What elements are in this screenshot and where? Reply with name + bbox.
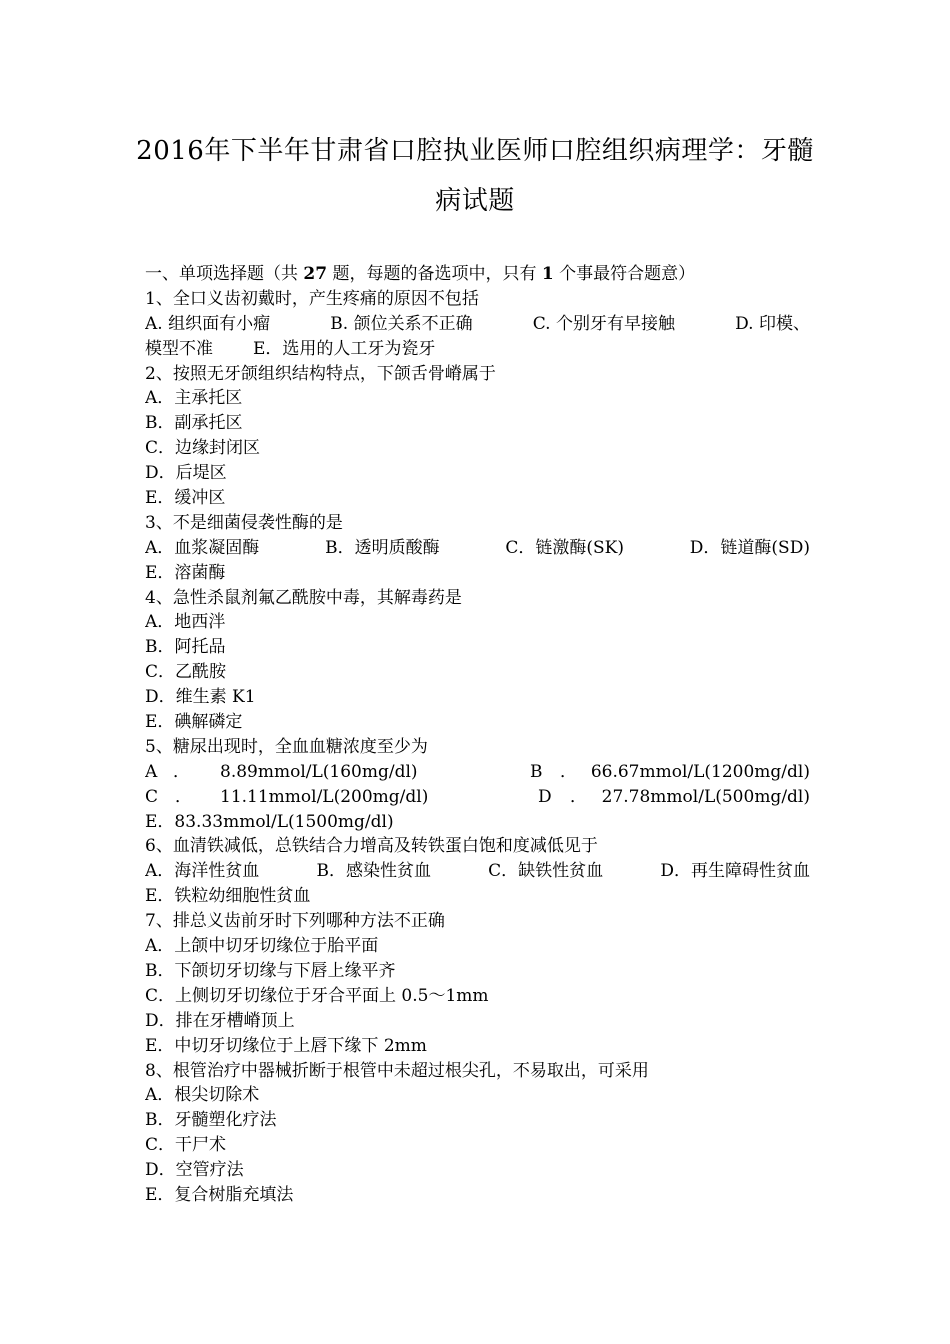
document-body xyxy=(145,262,810,1208)
question-1-options-row xyxy=(145,312,810,337)
option-e: E．溶菌酶 xyxy=(145,562,226,583)
option-a: A．主承托区 xyxy=(145,388,243,409)
option-c: C. 个别牙有早接触 xyxy=(532,313,675,334)
option-d: D．维生素 K1 xyxy=(145,687,256,708)
question-2-stem: 2、按照无牙颌组织结构特点，下颌舌骨嵴属于 xyxy=(145,363,496,384)
question-8-stem: 8、根管治疗中器械折断于根管中未超过根尖孔，不易取出，可采用 xyxy=(145,1060,649,1081)
option-e: E．中切牙切缘位于上唇下缘下 2mm xyxy=(145,1035,427,1056)
question-1-stem: 1、全口义齿初戴时，产生疼痛的原因不包括 xyxy=(145,288,479,309)
option-b: B．副承托区 xyxy=(145,413,243,434)
option-b: B．下颌切牙切缘与下唇上缘平齐 xyxy=(145,960,396,981)
option-e: E．83.33mmol/L(1500mg/dl) xyxy=(145,811,394,832)
option-b: B．感染性贫血 xyxy=(316,861,431,882)
question-5-stem: 5、糖尿出现时，全血血糖浓度至少为 xyxy=(145,736,428,757)
option-d: D. 印模、 xyxy=(735,313,810,334)
option-a: A．海洋性贫血 xyxy=(145,861,260,882)
option-d: D．排在牙槽嵴顶上 xyxy=(145,1010,295,1031)
option-e: E．碘解磷定 xyxy=(145,712,243,733)
question-5-options-row1 xyxy=(145,760,810,785)
option-d: D．链道酶(SD) xyxy=(689,537,810,558)
option-b: B. 颌位关系不正确 xyxy=(330,313,473,334)
option-d: D．再生障碍性贫血 xyxy=(660,861,810,882)
option-b: B．阿托品 xyxy=(145,637,226,658)
option-c-letter: C xyxy=(145,786,159,807)
document-title-line2: 病试题 xyxy=(435,186,515,216)
option-b: B．牙髓塑化疗法 xyxy=(145,1110,277,1131)
option-e: E．铁粒幼细胞性贫血 xyxy=(145,886,311,907)
option-a: A．根尖切除术 xyxy=(145,1085,260,1106)
question-6-stem: 6、血清铁减低，总铁结合力增高及转铁蛋白饱和度减低见于 xyxy=(145,836,598,857)
option-c: C．上侧切牙切缘位于牙合平面上 0.5～1mm xyxy=(145,985,489,1006)
option-e: E．缓冲区 xyxy=(145,488,226,509)
question-7-stem: 7、排总义齿前牙时下列哪种方法不正确 xyxy=(145,911,445,932)
option-b-dot: ． xyxy=(560,761,577,782)
option-a-value: 8.89mmol/L(160mg/dl) xyxy=(220,761,418,782)
question-4-stem: 4、急性杀鼠剂氟乙酰胺中毒，其解毒药是 xyxy=(145,587,462,608)
option-e: E．复合树脂充填法 xyxy=(145,1184,294,1205)
document-title-line1: 2016年下半年甘肃省口腔执业医师口腔组织病理学：牙髓 xyxy=(136,136,814,166)
option-d-continued: 模型不准 xyxy=(145,338,213,359)
option-c: C．边缘封闭区 xyxy=(145,438,261,459)
option-c: C．缺铁性贫血 xyxy=(488,861,604,882)
option-c-value: 11.11mmol/L(200mg/dl) xyxy=(220,786,429,807)
option-d-dot: ． xyxy=(570,786,587,807)
question-3-stem: 3、不是细菌侵袭性酶的是 xyxy=(145,512,343,533)
option-d-letter: D xyxy=(538,786,552,807)
option-c: C．链激酶(SK) xyxy=(505,537,624,558)
option-a: A．地西泮 xyxy=(145,612,226,633)
option-d: D．后堤区 xyxy=(145,463,227,484)
section-heading: 一、单项选择题（共 27 题，每题的备选项中，只有 1 个事最符合题意） xyxy=(145,264,696,284)
question-5-options-row2 xyxy=(145,785,810,810)
option-a-letter: A xyxy=(145,761,158,782)
option-c: C．乙酰胺 xyxy=(145,662,227,683)
option-b-letter: B xyxy=(530,761,543,782)
option-b-value: 66.67mmol/L(1200mg/dl) xyxy=(590,761,810,782)
option-a: A．血浆凝固酶 xyxy=(145,537,260,558)
option-a-dot: ． xyxy=(173,761,190,782)
option-a: A. 组织面有小瘤 xyxy=(145,313,271,334)
option-a: A．上颌中切牙切缘位于胎平面 xyxy=(145,936,379,957)
question-1-options-row2 xyxy=(145,337,810,362)
option-e: E．选用的人工牙为瓷牙 xyxy=(253,338,436,359)
question-3-options-row xyxy=(145,536,810,561)
option-c-dot: ． xyxy=(175,786,192,807)
option-b: B．透明质酸酶 xyxy=(325,537,440,558)
question-6-options-row xyxy=(145,859,810,884)
option-d: D．空管疗法 xyxy=(145,1160,244,1181)
option-c: C．干尸术 xyxy=(145,1135,227,1156)
option-d-value: 27.78mmol/L(500mg/dl) xyxy=(601,786,810,807)
